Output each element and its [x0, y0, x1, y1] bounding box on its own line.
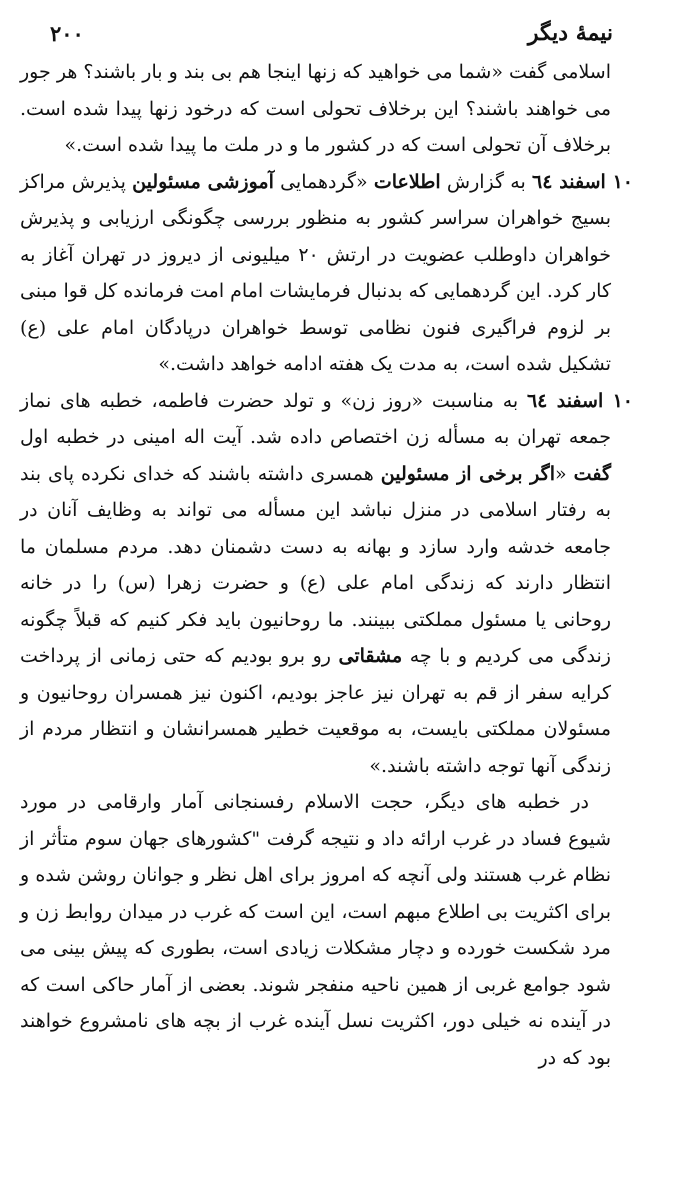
page-header — [20, 14, 613, 54]
entry-text: به گزارش — [440, 170, 533, 193]
entry-text: « — [554, 462, 574, 485]
running-title: نیمهٔ دیگر — [527, 20, 613, 46]
entry-bold-text: آموزشی مسئولین — [132, 170, 274, 193]
dated-entry — [20, 383, 633, 785]
entry-text: به مناسبت «روز زن» و تولد حضرت فاطمه، خطبه های نماز جمعه تهران به مسأله زن اختصاص داده شد. آیت اله امینی در خطبه اول — [20, 389, 611, 448]
entry-date: ۱۰ اسفند ٦٤ — [526, 389, 634, 412]
continuation-paragraph — [20, 54, 633, 164]
entry-text: همسری داشته باشند که خدای نکرده پای بند به رفتار اسلامی در منزل نباشد این مسأله می تواند به وظایف آنان در جامعه خدشه وارد سازد و بهانه به دست دشمنان دهد. مردم مسلمان ما انتظار دارند که زندگی امام علی (ع) و حضرت زهرا (س) را در خانه روحانی یا مسئول مملکتی ببینند. ما روحانیون باید فکر کنیم که قبلاً چگونه زندگی می کردیم و با چه — [20, 462, 611, 667]
page-body — [20, 54, 633, 1076]
continuation-text: اسلامی گفت «شما می خواهید که زنها اینجا هم بی بند و بار باشند؟ هر جور می خواهند باشند؟ این برخلاف تحولی است که درخود زنها پیدا شده است. برخلاف آن تحولی است که در کشور ما و در ملت ما پیدا شده است.» — [20, 61, 611, 156]
entry-date: ۱۰ اسفند ٦٤ — [532, 170, 633, 193]
entry-bold-text: گفت — [573, 462, 611, 485]
entry-text: «گردهمایی — [273, 170, 374, 193]
page-number: ۲۰۰ — [50, 21, 84, 46]
book-page — [20, 14, 633, 1200]
paragraph-text: در خطبه های دیگر، حجت الاسلام رفسنجانی آمار وارقامی در مورد شیوع فساد در غرب ارائه داد و نتیجه گرفت "کشورهای جهان سوم متأثر از نظام غرب هستند ولی آنچه که امروز برای اهل نظر و جوانان روشن شده و برای اکثریت بی اطلاع مبهم است، این است که غرب در میدان روابط زن و مرد شکست خورده و دچار مشکلات زیادی است، بطوری که پیش بینی می شود جوامع غربی از همین ناحیه منفجر شوند. بعضی از آمار حاکی است که در آینده نه خیلی دور، اکثریت نسل آینده غرب از بچه های نامشروع خواهند بود که در — [20, 791, 612, 1069]
entry-bold-text: اطلاعات — [373, 170, 441, 193]
body-paragraph — [20, 784, 633, 1076]
entry-text: پذیرش مراکز بسیج خواهران سراسر کشور به منظور بررسی چگونگی ارزیابی و پذیرش خواهران داوطلب عضویت در ارتش ۲۰ میلیونی از دیروز در تهران آغاز به کار کرد. این گردهمایی که بدنبال فرمایشات امام امت فرمانده کل قوا مبنی بر لزوم فراگیری فنون نظامی توسط خواهران درپادگان امام علی (ع) تشکیل شده است، به مدت یک هفته ادامه خواهد داشت.» — [20, 170, 611, 375]
entry-bold-text: اگر برخی از مسئولین — [380, 462, 555, 485]
entry-bold-text: مشقاتی — [338, 645, 403, 667]
entry-text: رو برو بودیم که حتی زمانی از پرداخت کرایه سفر از قم به تهران نیز عاجز بودیم، اکنون نیز همسران روحانیون و مسئولان مملکتی بایست، به موقعیت خطیر همسرانشان و انتظار مردم از زندگی آنها توجه داشته باشند.» — [20, 645, 611, 777]
dated-entry — [20, 164, 633, 383]
